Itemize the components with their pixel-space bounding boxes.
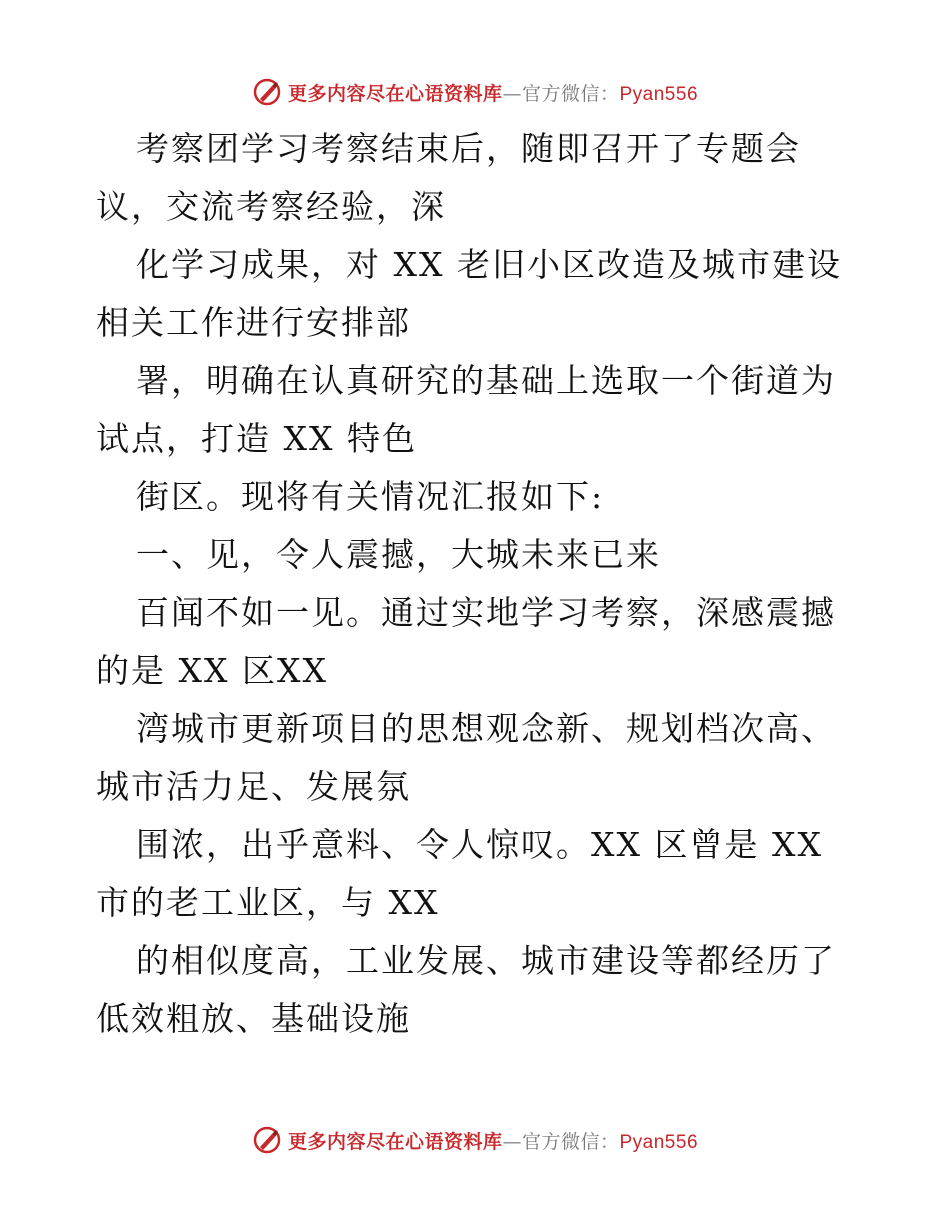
paragraph: 署，明确在认真研究的基础上选取一个街道为试点，打造 XX 特色 [96,361,836,458]
paragraph: 湾城市更新项目的思想观念新、规划档次高、城市活力足、发展氛 [96,709,836,806]
paragraph: 围浓，出乎意料、令人惊叹。XX 区曾是 XX 市的老工业区，与 XX [96,825,823,922]
watermark-brand: 更多内容尽在心语资料库 [287,82,503,105]
pen-logo-icon [252,77,282,107]
paragraph: 化学习成果，对 XX 老旧小区改造及城市建设相关工作进行安排部 [96,245,842,342]
watermark-official-label: 官方微信： [521,82,620,105]
watermark-dash: — [502,1130,522,1153]
watermark-wechat-id: Pyan556 [619,1131,699,1153]
watermark-official-label: 官方微信： [521,1130,620,1153]
paragraph: 考察团学习考察结束后，随即召开了专题会议，交流考察经验，深 [96,129,801,226]
document-body [96,120,856,1048]
watermark-brand: 更多内容尽在心语资料库 [287,1130,503,1153]
footer-watermark [0,1122,950,1158]
paragraph: 百闻不如一见。通过实地学习考察，深感震撼的是 XX 区XX [96,593,836,690]
pen-logo-icon [252,1125,282,1155]
paragraph: 的相似度高，工业发展、城市建设等都经历了低效粗放、基础设施 [96,941,836,1038]
header-watermark [0,74,950,110]
watermark-dash: — [502,82,522,105]
watermark-wechat-id: Pyan556 [619,83,699,105]
paragraph: 街区。现将有关情况汇报如下: [136,477,605,516]
section-heading: 一、见，令人震撼，大城未来已来 [136,535,661,574]
